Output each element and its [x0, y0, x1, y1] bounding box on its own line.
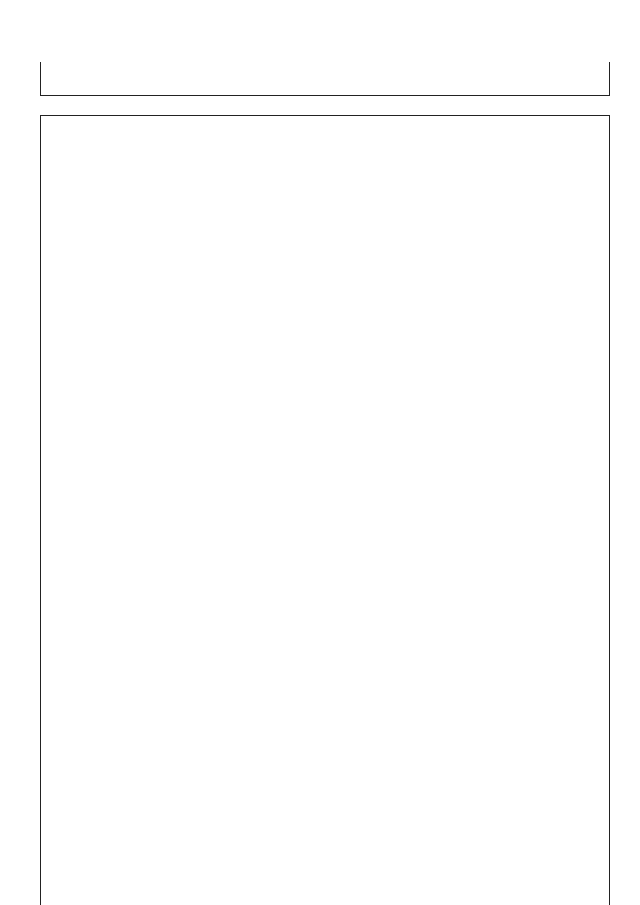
section-title	[41, 116, 609, 132]
boundary-coordinates-table	[40, 115, 610, 905]
top-coordinates-table	[40, 62, 610, 96]
